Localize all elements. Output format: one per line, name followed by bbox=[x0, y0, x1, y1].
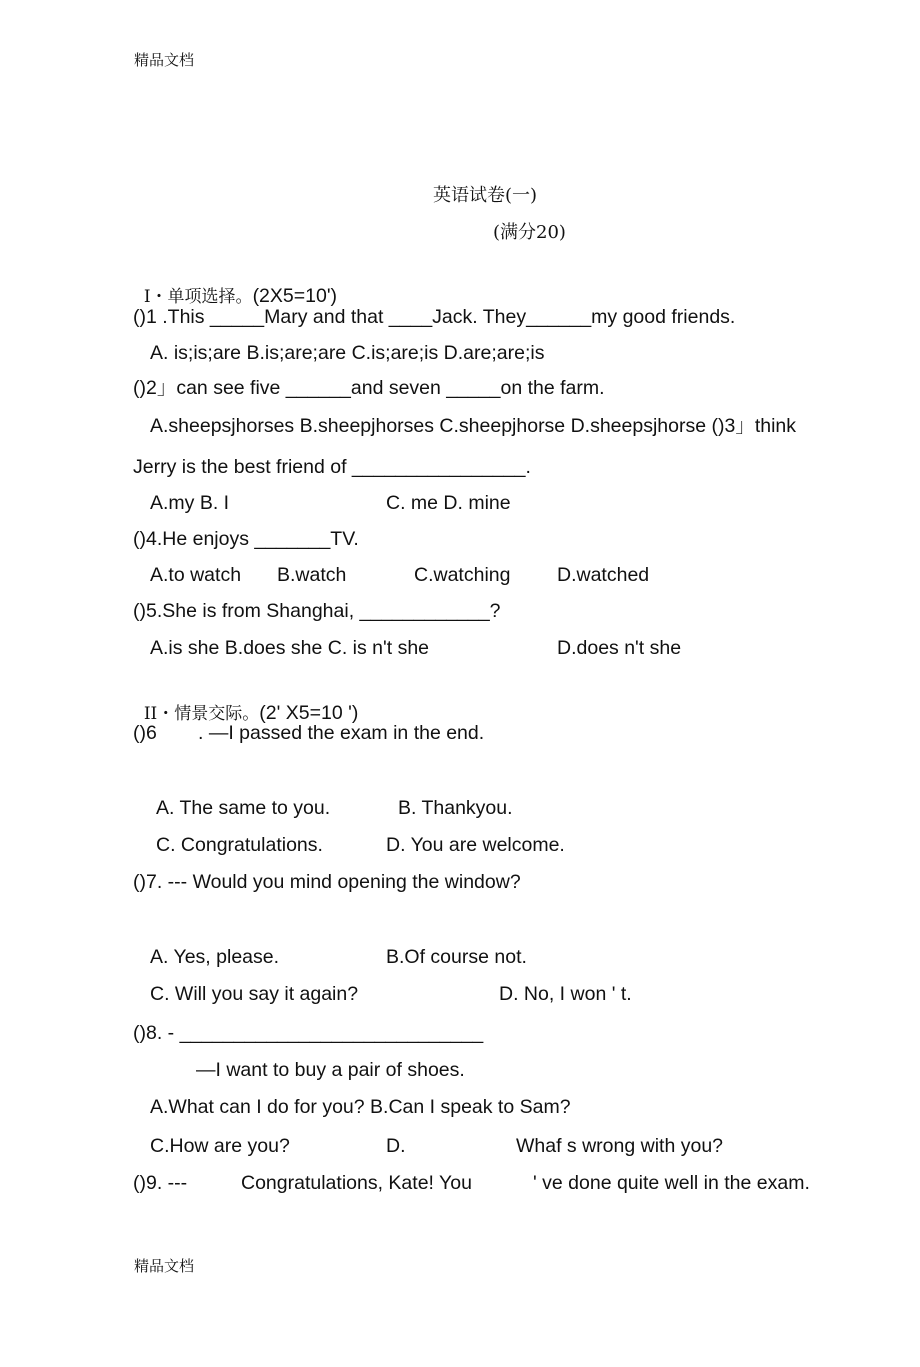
q2-stem: ()2」can see five ______and seven _____on the farm. bbox=[133, 377, 605, 399]
q5-stem: ()5.She is from Shanghai, ____________? bbox=[133, 600, 501, 622]
q9-stem-a: Congratulations, Kate! You bbox=[241, 1172, 472, 1194]
q8-option-ab: A.What can I do for you? B.Can I speak to Sam? bbox=[150, 1096, 571, 1118]
q6-option-b: B. Thankyou. bbox=[398, 797, 513, 819]
q5-option-abc: A.is she B.does she C. is n't she bbox=[150, 637, 430, 659]
q5-option-d: D.does n't she bbox=[557, 637, 682, 659]
q8-reply: —I want to buy a pair of shoes. bbox=[196, 1059, 465, 1081]
q3-stem: Jerry is the best friend of ________________. bbox=[133, 456, 531, 478]
q7-option-c: C. Will you say it again? bbox=[150, 983, 359, 1005]
section2-heading-score: (2' X5=10 ') bbox=[259, 702, 359, 724]
q8-option-c: C.How are you? bbox=[150, 1135, 290, 1157]
page-header: 精品文档 bbox=[134, 51, 195, 69]
q3-option-ab: A.my B. I bbox=[150, 492, 230, 514]
q3-option-cd: C. me D. mine bbox=[386, 492, 511, 514]
q9-stem-b: ' ve done quite well in the exam. bbox=[533, 1172, 810, 1194]
q7-option-b: B.Of course not. bbox=[386, 946, 527, 968]
q1-stem: ()1 .This _____Mary and that ____Jack. They______my good friends. bbox=[133, 306, 736, 328]
page-footer: 精品文档 bbox=[134, 1257, 195, 1275]
q7-option-a: A. Yes, please. bbox=[150, 946, 280, 968]
q7-option-d: D. No, I won ' t. bbox=[499, 983, 632, 1005]
q6-option-a: A. The same to you. bbox=[156, 797, 331, 819]
q7-stem: ()7. --- Would you mind opening the window? bbox=[133, 871, 521, 893]
q4-option-c: C.watching bbox=[414, 564, 511, 586]
q4-stem: ()4.He enjoys _______TV. bbox=[133, 528, 359, 550]
q6-number: ()6 bbox=[133, 722, 157, 744]
exam-subtitle: (满分20) bbox=[493, 222, 566, 243]
q6-option-d: D. You are welcome. bbox=[386, 834, 565, 856]
q4-option-b: B.watch bbox=[277, 564, 347, 586]
q1-options: A. is;is;are B.is;are;are C.is;are;is D.are;are;is bbox=[150, 342, 545, 364]
q6-option-c: C. Congratulations. bbox=[156, 834, 323, 856]
q6-stem: . —I passed the exam in the end. bbox=[198, 722, 485, 744]
q4-option-a: A.to watch bbox=[150, 564, 242, 586]
section1-heading-score: (2X5=10') bbox=[252, 285, 338, 307]
q8-option-d-label: D. bbox=[386, 1135, 406, 1157]
q9-number: ()9. --- bbox=[133, 1172, 188, 1194]
q2-options: A.sheepsjhorses B.sheepjhorses C.sheepjhorse D.sheepsjhorse ()3」think bbox=[150, 415, 797, 437]
section2-heading bbox=[133, 677, 358, 726]
exam-title: 英语试卷(一) bbox=[433, 185, 538, 206]
section1-heading bbox=[133, 260, 337, 309]
section2-heading-cn: II・情景交际。 bbox=[143, 704, 260, 724]
q4-option-d: D.watched bbox=[557, 564, 650, 586]
q8-stem: ()8. - ____________________________ bbox=[133, 1022, 484, 1044]
q8-option-d-text: Whaf s wrong with you? bbox=[516, 1135, 724, 1157]
section1-heading-cn: I・单项选择。 bbox=[143, 287, 253, 307]
